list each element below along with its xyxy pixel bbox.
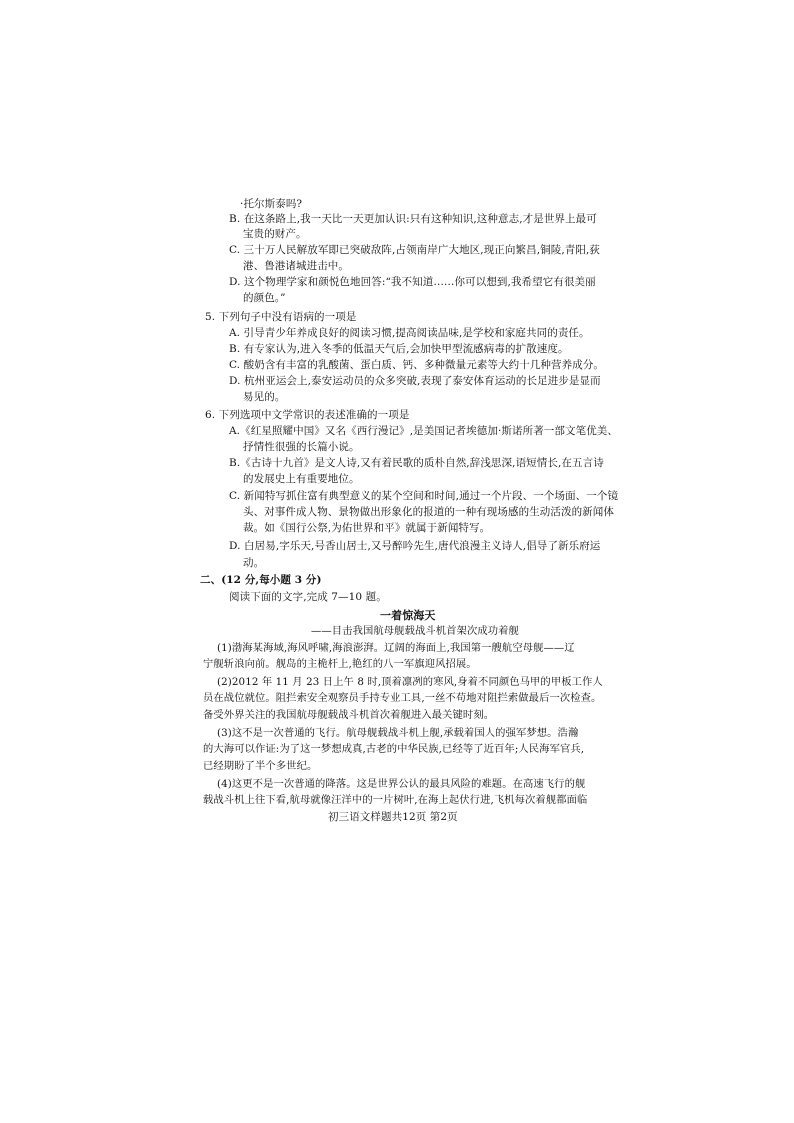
- paragraph-2-line3: 备受外界关注的我国航母舰载战斗机首次着舰进入最关键时刻。: [203, 709, 495, 721]
- passage-title: 一着惊海天: [380, 609, 436, 622]
- q4-option-b-line1: B. 在这条路上,我一天比一天更加认识:只有这种知识,这种意志,才是世界上最可: [229, 213, 597, 225]
- q4-option-c-line2: 港、鲁港诸城进击中。: [243, 260, 349, 272]
- q6-option-a-line1: A.《红星照耀中国》又名《西行漫记》,是美国记者埃德加·斯诺所著一部文笔优美、: [229, 425, 618, 437]
- q6-option-c-line2: 头、对事件成人物、景物做出形象化的报道的一种有现场感的生动活泼的新闻体: [243, 506, 614, 518]
- q6-option-c-line1: C. 新闻特写抓住富有典型意义的某个空间和时间,通过一个片段、一个场面、一个镜: [229, 490, 619, 502]
- q6-option-c-line3: 裁。如《国行公祭,为佑世界和平》就属于新闻特写。: [243, 522, 491, 534]
- paragraph-3-line1: (3)这不是一次普通的飞行。航母舰载战斗机上舰,承载着国人的强军梦想。浩瀚: [217, 727, 579, 739]
- q4-option-b-line2: 宝贵的财产。: [243, 228, 307, 240]
- page-footer: 初三语文样题共12页 第2页: [328, 811, 458, 823]
- q6-option-b-line1: B.《古诗十九首》是文人诗,又有着民歌的质朴自然,辞浅思深,语短情长,在五言诗: [229, 457, 604, 469]
- section-two-header: 二、(12 分,每小题 3 分): [200, 574, 322, 586]
- paragraph-1-line1: (1)渤海某海域,海风呼啸,海浪澎湃。辽阔的海面上,我国第一艘航空母舰——辽: [217, 642, 575, 654]
- paragraph-3-line3: 已经期盼了半个多世纪。: [203, 760, 318, 772]
- paragraph-2-line1: (2)2012 年 11 月 23 日上午 8 时,顶着凛冽的寒风,身着不同颜色马甲的甲板工作人: [217, 676, 603, 688]
- q4-option-c-line1: C. 三十万人民解放军即已突破敌阵,占领南岸广大地区,现正向繁昌,铜陵,青阳,荻: [229, 244, 601, 256]
- q5-stem: 5. 下列句子中没有语病的一项是: [205, 311, 357, 323]
- paragraph-4-line2: 载战斗机上往下看,航母就像汪洋中的一片树叶,在海上起伏行进,飞机每次着舰都面临: [203, 794, 588, 806]
- q6-option-a-line2: 抒情性很强的长篇小说。: [243, 441, 360, 453]
- q5-option-d-line1: D. 杭州亚运会上,泰安运动员的众多突破,表现了泰安体育运动的长足进步是显而: [229, 375, 601, 387]
- q5-option-d-line2: 易见的。: [243, 391, 286, 403]
- q6-option-b-line2: 的发展史上有重要地位。: [243, 473, 360, 485]
- q4-option-d-line1: D. 这个物理学家和颜悦色地回答:“我不知道……你可以想到,我希望它有很美丽: [229, 276, 596, 288]
- q6-stem: 6. 下列选项中文学常识的表述准确的一项是: [205, 409, 410, 421]
- q4-option-d-line2: 的颜色。”: [243, 292, 286, 304]
- q5-option-a: A. 引导青少年养成良好的阅读习惯,提高阅读品味,是学校和家庭共同的责任。: [229, 327, 590, 339]
- paragraph-2-line2: 员在战位就位。阻拦索安全观察员手持专业工具,一丝不苟地对阻拦索做最后一次检查。: [203, 692, 602, 704]
- q4-option-a-continuation: ·托尔斯泰吗?: [240, 198, 303, 210]
- q5-option-c: C. 酸奶含有丰富的乳酸菌、蛋白质、钙、多种微量元素等大约十几种营养成分。: [229, 359, 605, 371]
- q6-option-d-line1: D. 白居易,字乐天,号香山居士,又号醉吟先生,唐代浪漫主义诗人,倡导了新乐府运: [229, 540, 601, 552]
- q5-option-b: B. 有专家认为,进入冬季的低温天气后,会加快甲型流感病毒的扩散速度。: [229, 343, 569, 355]
- q6-option-d-line2: 动。: [243, 557, 265, 569]
- paragraph-1-line2: 宁舰斩浪向前。舰岛的主桅杆上,艳红的八一军旗迎风招展。: [203, 658, 477, 670]
- paragraph-4-line1: (4)这更不是一次普通的降落。这是世界公认的最具风险的难题。在高速飞行的舰: [217, 778, 586, 790]
- section-two-instruction: 阅读下面的文字,完成 7—10 题。: [229, 591, 387, 603]
- paragraph-3-line2: 的大海可以作证:为了这一梦想成真,古老的中华民族,已经等了近百年;人民海军官兵,: [203, 743, 585, 755]
- passage-subtitle: ——目击我国航母舰载战斗机首架次成功着舰: [311, 625, 519, 637]
